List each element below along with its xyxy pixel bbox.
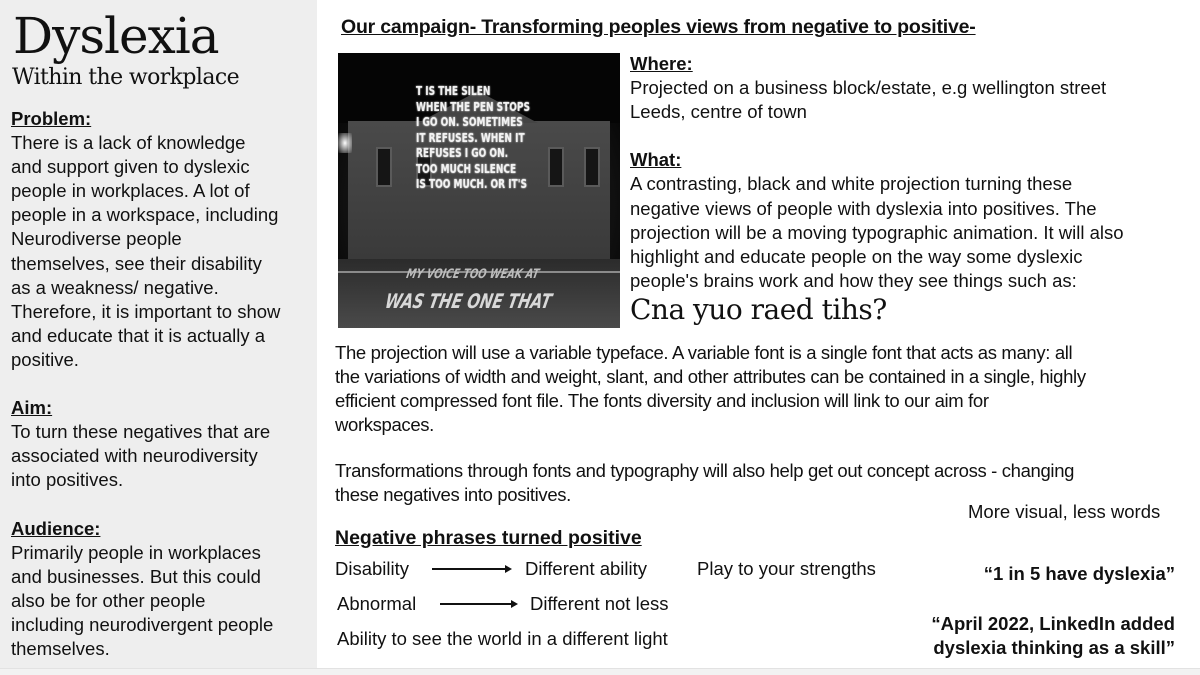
spacer — [11, 372, 311, 396]
what-line: people's brains work and how they see things such as: — [630, 269, 1077, 291]
left-panel — [0, 0, 317, 668]
projected-line: IT REFUSES. WHEN IT — [416, 129, 525, 145]
spacer — [630, 124, 1190, 148]
problem-line: and support given to dyslexic — [11, 156, 250, 178]
arrow-right-icon — [440, 603, 516, 605]
what-heading: What: — [630, 149, 682, 171]
where-heading: Where: — [630, 53, 693, 74]
problem-line: people in a workspace, including — [11, 204, 279, 226]
paragraph-line: workspaces. — [335, 414, 434, 436]
audience-line: Primarily people in workplaces — [11, 541, 261, 563]
page-title: Dyslexia — [13, 7, 219, 65]
problem-line: positive. — [11, 348, 79, 370]
what-line: highlight and educate people on the way some dyslexic — [630, 245, 1083, 267]
paragraph-line: Transformations through fonts and typography will also help get out concept across - changing — [335, 460, 1075, 481]
projected-road-text: WAS THE ONE THAT — [383, 289, 554, 313]
audience-heading: Audience: — [11, 517, 101, 539]
problem-line: people in workplaces. A lot of — [11, 180, 250, 202]
paragraph-line: The projection will use a variable typeface. A variable font is a single font that acts as many: all — [335, 342, 1073, 363]
positive-phrase: Different not less — [530, 593, 669, 614]
variable-font-paragraph — [335, 341, 1195, 437]
page-subtitle: Within the workplace — [12, 65, 239, 90]
audience-line: and businesses. But this could — [11, 565, 261, 587]
audience-line: themselves. — [11, 638, 110, 660]
photo-lamp — [338, 133, 352, 153]
photo-window — [584, 147, 600, 187]
projected-line: REFUSES I GO ON. — [416, 145, 509, 160]
projection-photo — [338, 53, 620, 328]
extra-phrase: Ability to see the world in a different light — [337, 628, 668, 649]
negative-phrase: Disability — [335, 558, 410, 579]
problem-line: There is a lack of knowledge — [11, 132, 246, 154]
bottom-edge — [0, 668, 1200, 675]
projected-line: T IS THE SILEN — [416, 83, 491, 98]
negative-phrase: Abnormal — [337, 593, 417, 614]
where-line: Leeds, centre of town — [630, 101, 807, 123]
campaign-title: Our campaign- Transforming peoples views from negative to positive- — [341, 16, 976, 38]
projected-text — [416, 83, 530, 192]
positive-phrase: Different ability — [525, 558, 648, 579]
problem-line: Neurodiverse people — [11, 228, 182, 250]
paragraph-line: these negatives into positives. — [335, 484, 571, 506]
problem-line: themselves, see their disability — [11, 252, 262, 274]
projected-road-text: MY VOICE TOO WEAK AT — [404, 267, 541, 282]
problem-heading: Problem: — [11, 108, 92, 129]
linkedin-quote-line: dyslexia thinking as a skill” — [933, 637, 1175, 658]
audience-line: including neurodivergent people — [11, 613, 274, 635]
photo-window — [376, 147, 392, 187]
projected-line: I GO ON. SOMETIMES — [416, 114, 523, 129]
problem-line: and educate that it is actually a — [11, 324, 266, 346]
negative-phrases-heading: Negative phrases turned positive — [335, 527, 642, 549]
more-visual-note: More visual, less words — [968, 501, 1161, 522]
what-line: negative views of people with dyslexia into positives. The — [630, 197, 1097, 219]
what-line: projection will be a moving typographic animation. It will also — [630, 221, 1124, 243]
paragraph-line: efficient compressed font file. The fonts diversity and inclusion will link to our aim for — [335, 390, 989, 412]
projected-line: TOO MUCH SILENCE — [416, 160, 517, 176]
statistic-quote: “1 in 5 have dyslexia” — [983, 563, 1175, 584]
projected-line: WHEN THE PEN STOPS — [416, 98, 530, 114]
where-line: Projected on a business block/estate, e.g wellington street — [630, 77, 1107, 99]
audience-line: also be for other people — [11, 589, 206, 611]
aim-line: To turn these negatives that are — [11, 421, 271, 443]
linkedin-quote-line: “April 2022, LinkedIn added — [931, 613, 1175, 634]
aim-heading: Aim: — [11, 397, 53, 419]
left-body — [11, 107, 311, 661]
photo-window — [548, 147, 564, 187]
what-line: A contrasting, black and white projection turning these — [630, 173, 1073, 195]
aim-line: associated with neurodiversity — [11, 445, 258, 467]
aim-line: into positives. — [11, 469, 124, 491]
spacer — [11, 493, 311, 517]
arrow-right-icon — [432, 568, 510, 570]
projected-line: IS TOO MUCH. OR IT'S — [416, 176, 527, 191]
problem-line: as a weakness/ negative. — [11, 276, 219, 298]
problem-line: Therefore, it is important to show — [11, 300, 281, 322]
paragraph-line: the variations of width and weight, slant, and other attributes can be contained in a single, highly — [335, 366, 1086, 388]
extra-phrase: Play to your strengths — [697, 558, 876, 579]
where-what-column — [630, 52, 1190, 293]
dyslexia-typo-sample: Cna yuo raed tihs? — [630, 293, 887, 326]
